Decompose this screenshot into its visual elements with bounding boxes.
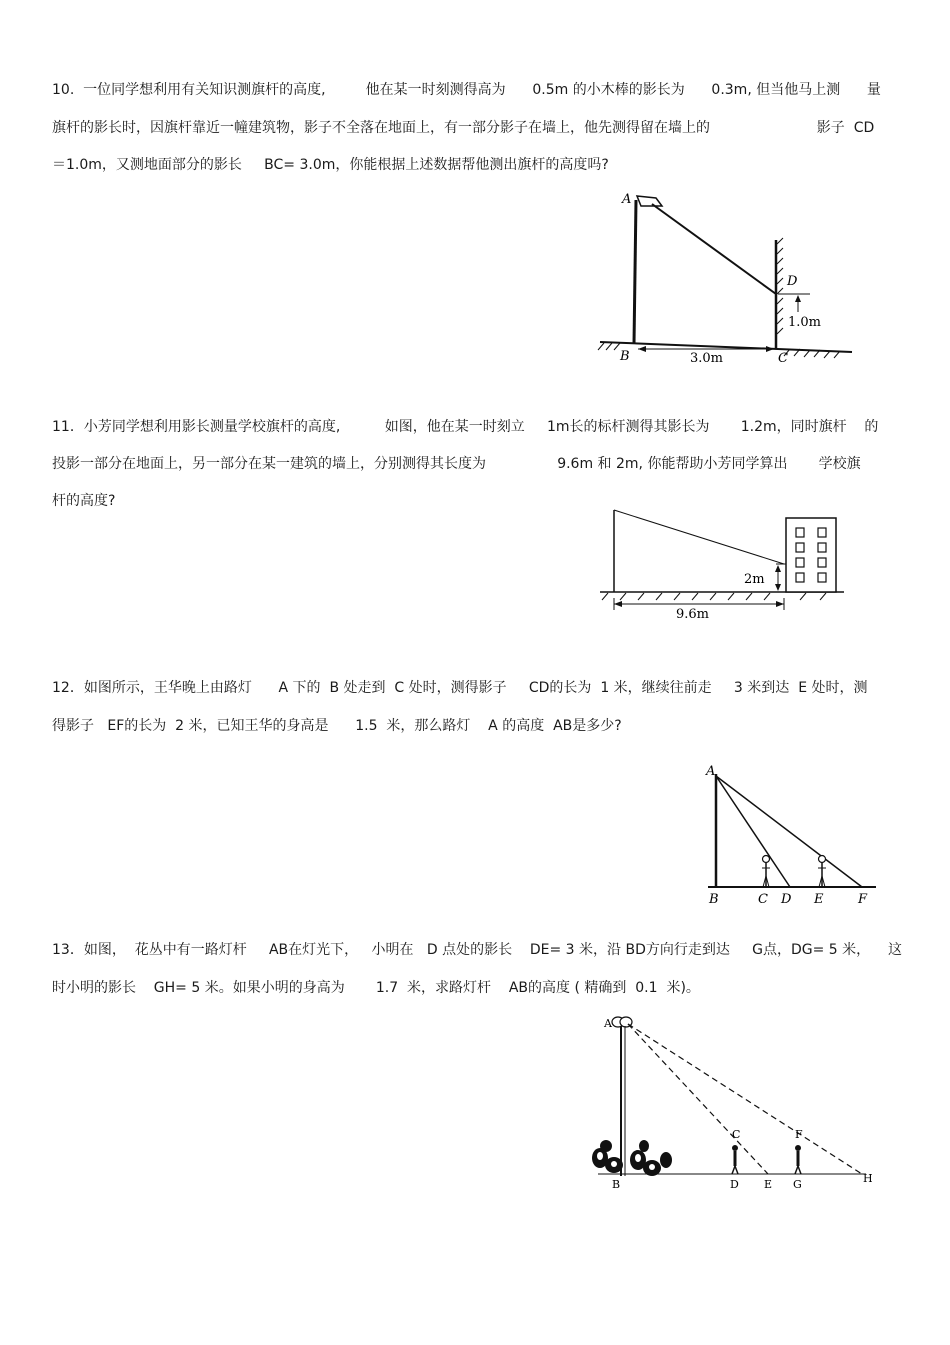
figure-11 — [596, 504, 856, 624]
fig12-label-b: B — [709, 892, 719, 907]
fig13-label-h: H — [863, 1172, 873, 1185]
fig11-label-2m: 2m — [744, 572, 765, 587]
problem-13-line-1: 13．如图， 花丛中有一路灯杆 AB在灯光下， 小明在 D 点处的影长 DE= 3 米，沿 BD方向行走到达 G点，DG= 5 米， 这 — [52, 942, 902, 958]
problem-10-line-2: 旗杆的影长时，因旗杆靠近一幢建筑物，影子不全落在地面上，有一部分影子在墙上，他先测得留在墙上的 影子 CD — [52, 120, 875, 136]
fig10-label-bc: 3.0m — [690, 351, 724, 366]
problem-10-line-3: ＝1.0m，又测地面部分的影长 BC= 3.0m，你能根据上述数据帮他测出旗杆的高度吗? — [52, 157, 609, 173]
problem-11-line-2: 投影一部分在地面上，另一部分在某一建筑的墙上，分别测得其长度为 9.6m 和 2m, 你能帮助小芳同学算出 学校旗 — [52, 456, 861, 472]
figure-12 — [700, 760, 880, 912]
fig10-label-c: C — [778, 351, 788, 366]
fig12-label-d: D — [781, 892, 792, 907]
fig10-label-b: B — [620, 349, 630, 364]
problem-10-line-1: 10. 一位同学想利用有关知识测旗杆的高度, 他在某一时刻测得高为 0.5m 的小木棒的影长为 0.3m, 但当他马上测 量 — [52, 82, 881, 98]
problem-11-line-1: 11．小芳同学想利用影长测量学校旗杆的高度, 如图，他在某一时刻立 1m长的标杆测得其影长为 1.2m，同时旗杆 的 — [52, 419, 879, 435]
figure-10 — [590, 182, 860, 372]
fig12-label-c: C — [758, 892, 768, 907]
fig13-label-b: B — [612, 1178, 621, 1191]
fig13-label-d: D — [730, 1178, 739, 1191]
fig10-label-d: D — [787, 274, 798, 289]
problem-12-line-1: 12．如图所示，王华晚上由路灯 A 下的 B 处走到 C 处时，测得影子 CD的长为 1 米，继续往前走 3 米到达 E 处时，测 — [52, 680, 868, 696]
fig13-label-c: C — [732, 1128, 741, 1141]
fig12-label-f: F — [858, 892, 868, 907]
fig13-label-f: F — [795, 1128, 803, 1141]
fig12-label-a: A — [706, 764, 716, 779]
fig10-label-a: A — [622, 192, 632, 207]
fig13-label-e: E — [764, 1178, 773, 1191]
problem-11-line-3: 杆的高度? — [52, 493, 116, 509]
problem-13-line-2: 时小明的影长 GH= 5 米。如果小明的身高为 1.7 米，求路灯杆 AB的高度 ( 精确到 0.1 米)。 — [52, 980, 700, 996]
fig10-label-cd: 1.0m — [788, 315, 822, 330]
figure-13 — [578, 1010, 878, 1192]
fig13-label-g: G — [793, 1178, 802, 1191]
fig11-label-96m: 9.6m — [676, 607, 710, 622]
fig12-label-e: E — [814, 892, 824, 907]
problem-12-line-2: 得影子 EF的长为 2 米，已知王华的身高是 1.5 米，那么路灯 A 的高度 AB是多少? — [52, 718, 622, 734]
fig13-label-a: A — [604, 1017, 612, 1030]
